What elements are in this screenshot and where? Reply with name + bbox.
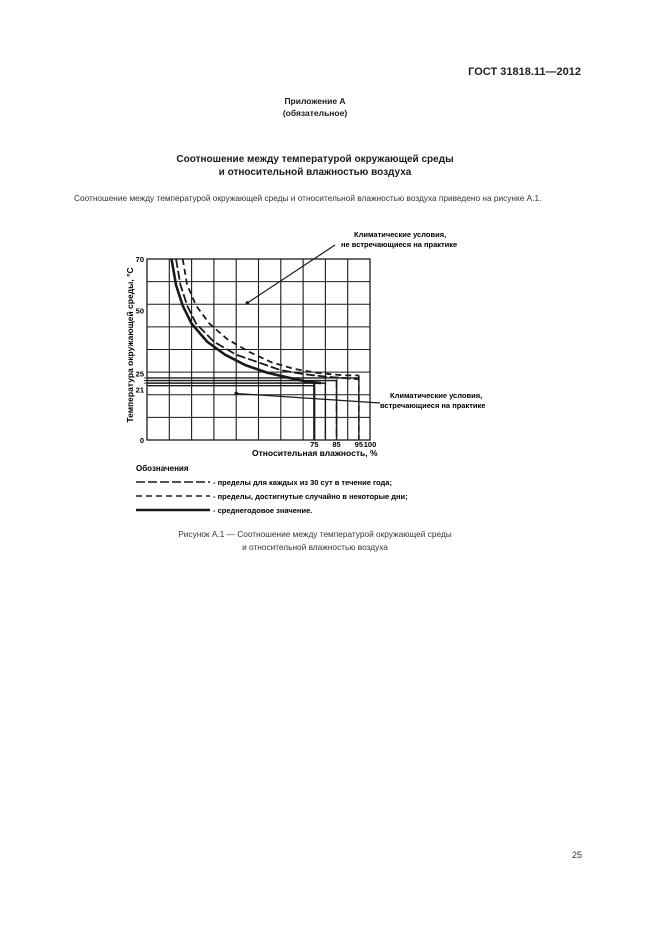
annex-type: (обязательное) [282, 108, 348, 118]
x-tick-label: 100 [363, 440, 377, 449]
x-tick-label: 95 [354, 440, 364, 449]
x-axis-label: Относительная влажность, % [252, 448, 378, 458]
legend-label: - среднегодовое значение. [213, 506, 313, 515]
annotation-leader [247, 245, 335, 303]
y-tick-label: 0 [139, 436, 144, 445]
y-tick-label: 50 [135, 306, 144, 316]
page-number: 25 [572, 850, 583, 860]
chart-ticks [136, 255, 377, 449]
annex-heading-line2: и относительной влажностью воздуха [218, 167, 412, 178]
legend [136, 478, 408, 515]
x-tick-label: 75 [310, 440, 319, 449]
x-tick-label: 85 [332, 440, 341, 449]
caption-line1: Рисунок А.1 — Соотношение между температурой окружающей среды [178, 529, 452, 539]
step-line [147, 386, 314, 440]
annotation-dot [234, 392, 238, 396]
intro-paragraph: Соотношение между температурой окружающей среды и относительной влажностью воздуха приведено на рисунке А.1. [74, 193, 542, 203]
chart-step-lines [147, 378, 359, 440]
y-tick-label: 25 [135, 369, 144, 379]
annotation-text-line: встречающиеся на практике [380, 401, 486, 410]
standard-code: ГОСТ 31818.11—2012 [468, 66, 581, 78]
legend-label: - пределы, достигнутые случайно в некоторые дни; [213, 492, 408, 501]
legend-title: Обозначения [136, 464, 189, 473]
annotation-dot [246, 301, 250, 305]
annotation-text-line: не встречающиеся на практике [341, 240, 458, 249]
legend-label: - пределы для каждых из 30 сут в течение года; [213, 478, 392, 487]
y-tick-label: 21 [135, 385, 144, 395]
annex-title: Приложение А [284, 96, 346, 106]
figure-caption [0, 528, 630, 554]
annotation-text-line: Климатические условия, [390, 391, 483, 400]
step-line [147, 381, 337, 440]
annotation-text-line: Климатические условия, [354, 230, 447, 239]
y-tick-label: 70 [135, 255, 144, 264]
step-line [147, 378, 359, 440]
caption-line2: и относительной влажностью воздуха [242, 542, 388, 552]
y-axis-label: Температура окружающей среды, °С [125, 267, 135, 423]
annex-heading-line1: Соотношение между температурой окружающей среды [176, 154, 454, 165]
series-curve [183, 259, 359, 375]
